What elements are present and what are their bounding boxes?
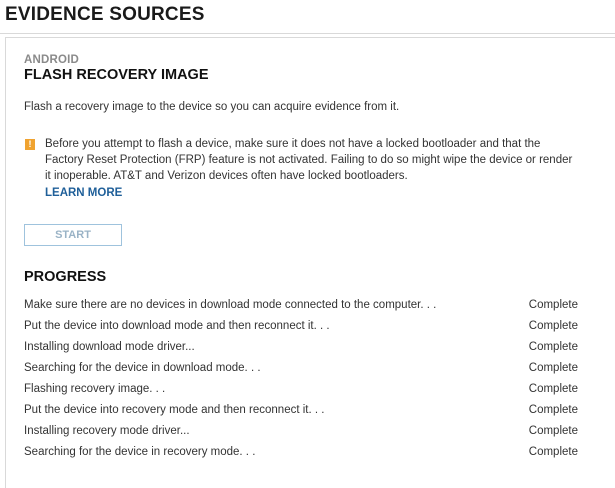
panel-description: Flash a recovery image to the device so you can acquire evidence from it. (24, 101, 400, 113)
progress-step (24, 339, 584, 360)
step-label: Installing download mode driver... (24, 341, 195, 353)
platform-eyebrow: ANDROID (24, 54, 80, 66)
section-title: FLASH RECOVERY IMAGE (24, 67, 209, 83)
step-status: Complete (528, 383, 578, 395)
step-label: Searching for the device in recovery mode. . . (24, 446, 256, 458)
flash-recovery-panel (5, 37, 615, 488)
start-button[interactable]: START (24, 224, 122, 246)
step-status: Complete (528, 299, 578, 311)
step-label: Installing recovery mode driver... (24, 425, 190, 437)
progress-step (24, 360, 584, 381)
step-label: Put the device into recovery mode and then reconnect it. . . (24, 404, 325, 416)
progress-step (24, 444, 584, 465)
learn-more-link[interactable]: LEARN MORE (45, 187, 123, 199)
step-label: Flashing recovery image. . . (24, 383, 166, 395)
progress-step (24, 402, 584, 423)
step-status: Complete (528, 341, 578, 353)
step-status: Complete (528, 362, 578, 374)
step-status: Complete (528, 425, 578, 437)
warning-icon: ! (25, 139, 35, 150)
progress-step (24, 318, 584, 339)
progress-step (24, 423, 584, 444)
progress-step (24, 381, 584, 402)
page-title: EVIDENCE SOURCES (5, 4, 205, 25)
step-status: Complete (528, 320, 578, 332)
warning-text: Before you attempt to flash a device, make sure it does not have a locked bootloader and that the Factory Reset Protection (FRP) feature is not activated. Failing to do so might wipe the device or render it inoperable. AT&T and Verizon devices often have locked bootloaders. (45, 138, 573, 182)
step-label: Put the device into download mode and then reconnect it. . . (24, 320, 330, 332)
page-header (0, 0, 615, 34)
step-status: Complete (528, 446, 578, 458)
step-status: Complete (528, 404, 578, 416)
step-label: Make sure there are no devices in download mode connected to the computer. . . (24, 299, 437, 311)
progress-list (24, 297, 584, 465)
progress-step (24, 297, 584, 318)
progress-title: PROGRESS (24, 269, 107, 285)
step-label: Searching for the device in download mode. . . (24, 362, 261, 374)
